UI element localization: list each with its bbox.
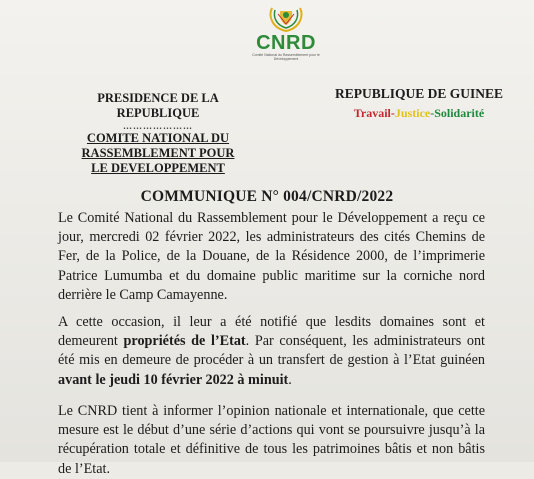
paragraph-1: Le Comité National du Rassemblement pour le Développement a reçu ce jour, mercredi 02 février 2022, les administrateurs des cités Chemins de Fer, de la Police, de la Douane, de la Résidence 2000, de l’imprimerie Patrice Lumumba et du domaine public maritime sur la corniche nord derrière le Camp Camayenne.	[58, 210, 485, 303]
header-right	[334, 86, 504, 121]
paragraph-3: Le CNRD tient à informer l’opinion nationale et internationale, que cette mesure est le début d’une série d’actions qui vont se poursuivre jusqu’à la récupération totale et définitive de tous les patrimoines bâtis et non bâtis de l’Etat.	[58, 403, 485, 477]
national-motto	[334, 106, 504, 121]
paragraph-2-part-e: .	[288, 371, 292, 388]
committee-line-1: COMITE NATIONAL DU	[86, 131, 230, 145]
country-label: REPUBLIQUE DE GUINEE	[334, 86, 504, 101]
logo-acronym: CNRD	[256, 32, 316, 54]
committee-line-3: LE DEVELOPPEMENT	[91, 161, 225, 175]
paragraph-2-part-a: A cette occasion, il leur a été notifié que lesdits domaines sont et demeurent	[58, 314, 485, 350]
cnrd-logo	[252, 2, 320, 72]
logo-subtitle: Comité National du Rassemblement pour le Développement	[252, 53, 320, 61]
presidency-label: PRESIDENCE DE LA REPUBLIQUE	[97, 91, 219, 120]
header-left	[58, 91, 258, 176]
committee-line-2: RASSEMBLEMENT POUR	[81, 146, 235, 160]
motto-dash-1: -	[390, 106, 395, 120]
paragraph-2-part-c: . Par conséquent, les administrateurs ont été mis en demeure de procéder à un transfert de gestion à l’Etat guinéen	[58, 333, 485, 369]
communique-title: COMMUNIQUE N° 004/CNRD/2022	[140, 188, 394, 205]
paragraph-2-bold-2: avant le jeudi 10 février 2022 à minuit	[58, 371, 289, 388]
emblem-icon	[266, 2, 306, 34]
paragraph-2-bold-1: propriétés de l’Etat	[123, 333, 246, 350]
motto-solidarite: Solidarité	[434, 106, 485, 120]
motto-justice: Justice	[394, 106, 431, 120]
separator-dots: …………………	[123, 121, 193, 131]
motto-dash-2: -	[430, 106, 435, 120]
motto-travail: Travail	[353, 106, 391, 120]
paragraph-2	[58, 313, 485, 390]
